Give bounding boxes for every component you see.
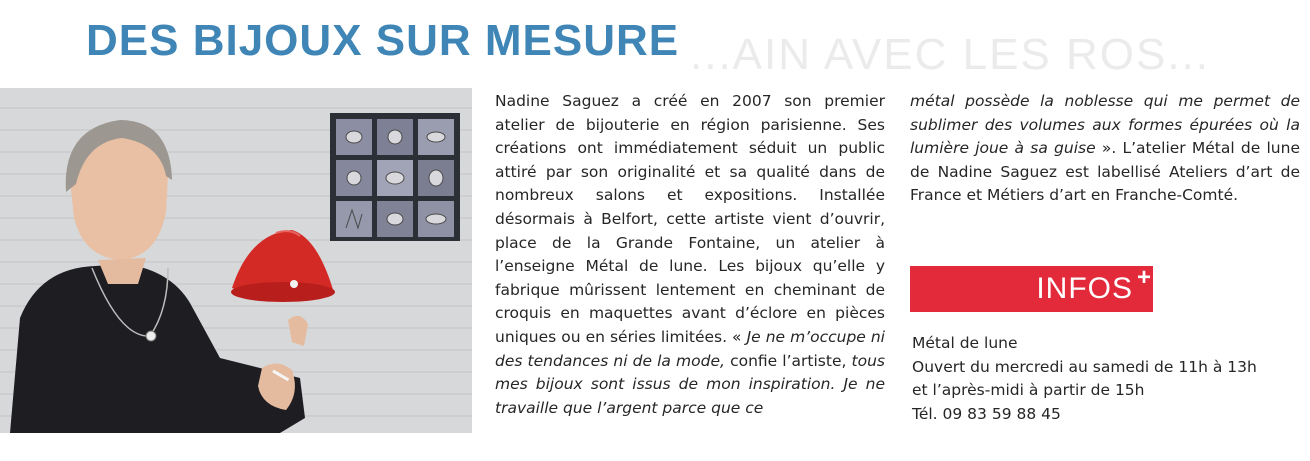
opening-hours: Ouvert du mercredi au samedi de 11h à 13h [912,357,1257,376]
article-paragraph: Nadine Saguez a créé en 2007 son premier atelier de bijouterie en région parisienne. Ses créations ont immédiatement séduit un public attiré par son originalité et sa qualité dans de nombreux salons et expositions. Installée désormais à Belfort, cette artiste vient d’ouvrir, place de la Grande Fontaine, un atelier à l’enseigne Métal de lune. Les bijoux qu’elle y fabrique mûrissent lentement en cheminant de croquis en maquettes avant d’éclore en pièces uniques ou en séries limitées. « [495,92,885,346]
infos-label: INFOS [1036,272,1133,305]
bleed-through-text: ...AIN AVEC LES ROS... [690,30,1211,79]
infos-badge [910,266,1153,312]
jewelry-grid [336,119,454,237]
venue-name: Métal de lune [912,334,1018,352]
quote-attribution: confie l’artiste, [730,351,847,370]
opening-hours-afternoon: et l’après-midi à partir de 15h [912,381,1145,400]
phone-number: Tél. 09 83 59 88 45 [912,404,1061,423]
article-title: DES BIJOUX SUR MESURE [86,16,680,65]
artist-quote: tous mes bijoux sont issus de mon inspiration. Je ne travaille que l’argent parce que ce [495,351,885,417]
artist-quote: Je ne m’occupe ni des tendances ni de la mode, [495,327,885,370]
artist-quote: métal possède la noblesse qui me permet de sublimer des volumes aux formes épurées où la lumière joue à sa guise [910,92,1300,158]
plus-icon: + [1136,264,1151,291]
article-column-1 [495,90,885,420]
article-paragraph: ». L’atelier Métal de lune de Nadine Saguez est labellisé Ateliers d’art de France et Métiers d’art en Franche-Comté. [910,139,1300,205]
article-column-2 [910,90,1300,208]
article-photo [0,88,472,433]
info-block [912,332,1257,426]
